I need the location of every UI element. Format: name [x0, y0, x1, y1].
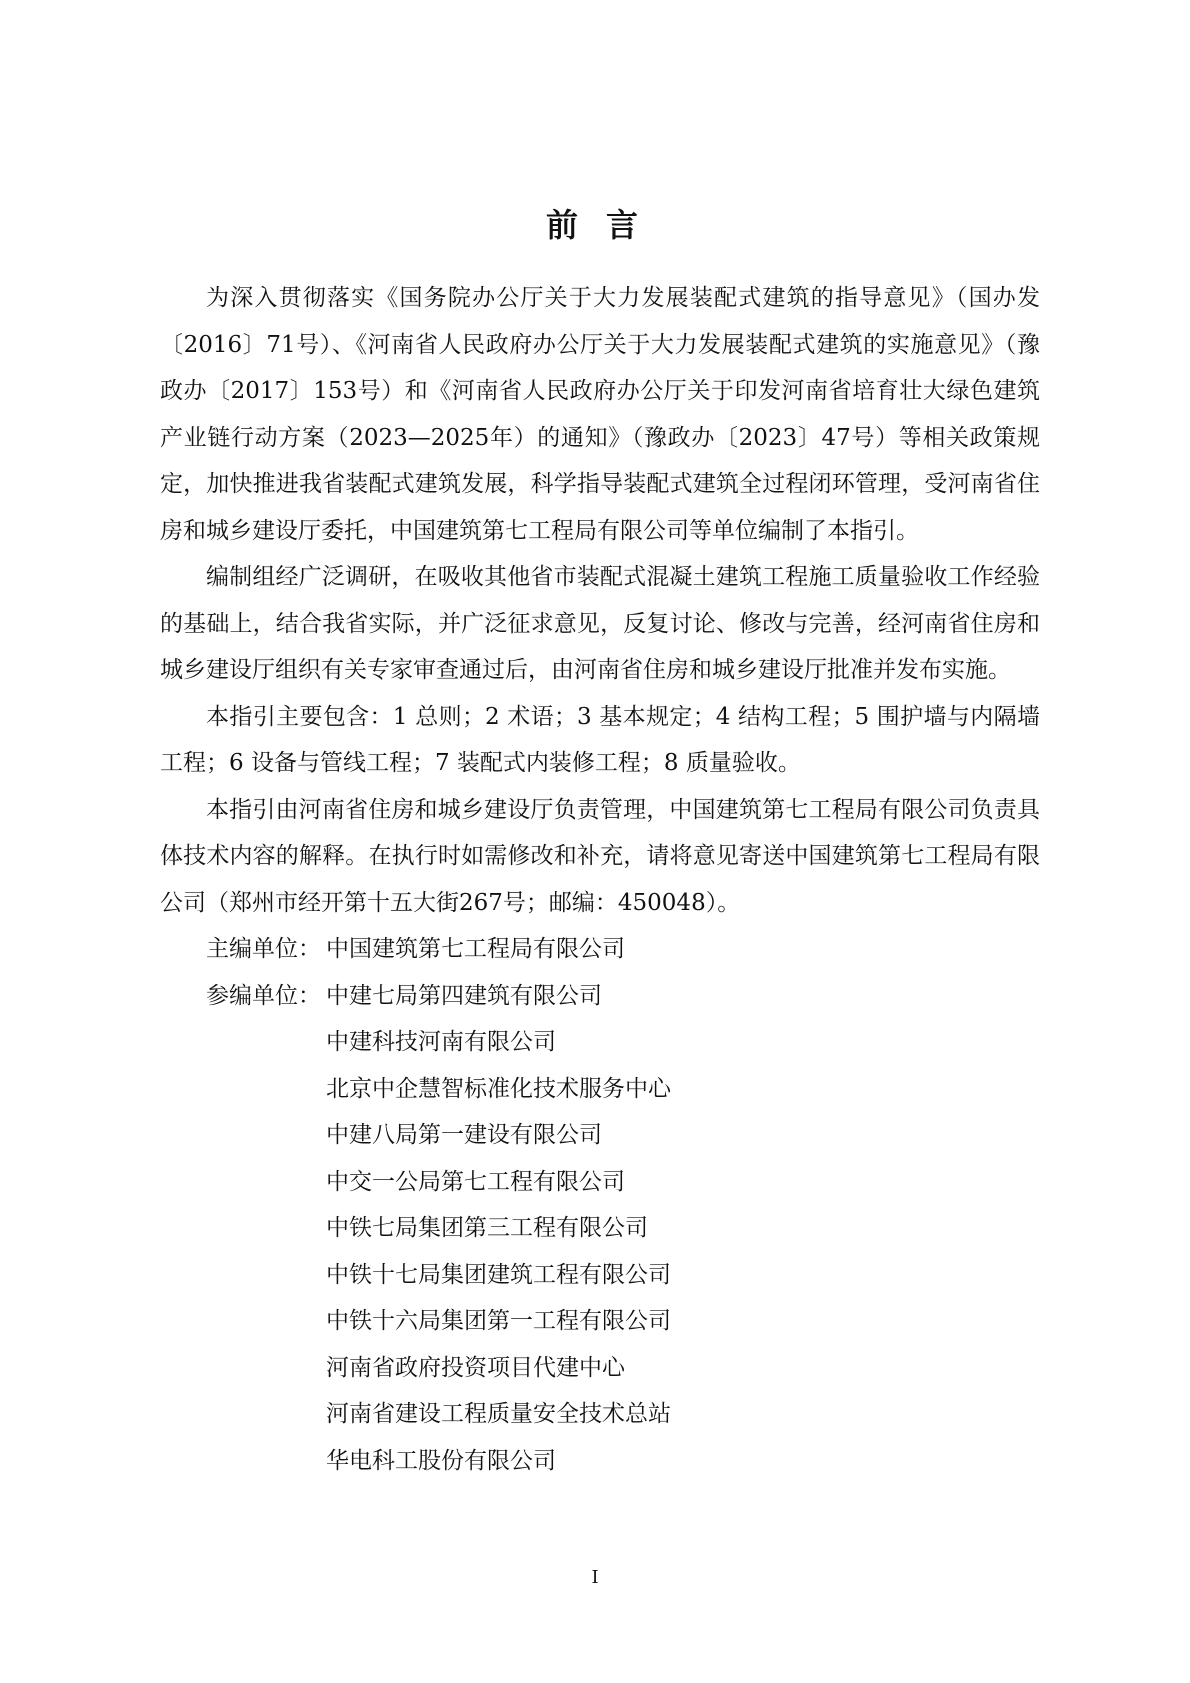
chief-editor-name: 中国建筑第七工程局有限公司: [326, 936, 625, 962]
chief-editor-line: [160, 926, 1040, 973]
participant-name: 华电科工股份有限公司: [326, 1447, 556, 1474]
participant-name: 中建七局第四建筑有限公司: [326, 982, 602, 1009]
participant-line: [160, 973, 1040, 1020]
paragraph-contents: 本指引主要包含：1 总则；2 术语；3 基本规定；4 结构工程；5 围护墙与内隔墙工程；6 设备与管线工程；7 装配式内装修工程；8 质量验收。: [160, 703, 1040, 776]
page-title: 前言: [545, 206, 666, 244]
paragraph-management-contact: 本指引由河南省住房和城乡建设厅负责管理，中国建筑第七工程局有限公司负责具体技术内容的解释。在执行时如需修改和补充，请将意见寄送中国建筑第七工程局有限公司（郑州市经开第十五大街267号；邮编：450048）。: [160, 796, 1040, 916]
participant-name: 中铁十七局集团建筑工程有限公司: [326, 1261, 671, 1288]
chief-editor-label: 主编单位：: [206, 936, 321, 962]
participant-name: 河南省政府投资项目代建中心: [326, 1354, 625, 1381]
participant-name: 中建八局第一建设有限公司: [326, 1122, 602, 1148]
preface-body: [160, 275, 1040, 1484]
participant-label: 参编单位：: [206, 982, 321, 1009]
participant-name: 河南省建设工程质量安全技术总站: [326, 1401, 671, 1427]
participant-name: 中铁十六局集团第一工程有限公司: [326, 1308, 671, 1334]
paragraph-compilation-process: 编制组经广泛调研，在吸收其他省市装配式混凝土建筑工程施工质量验收工作经验的基础上，结合我省实际，并广泛征求意见，反复讨论、修改与完善，经河南省住房和城乡建设厅组织有关专家审查通过后，由河南省住房和城乡建设厅批准并发布实施。: [160, 564, 1040, 683]
participant-name: 中交一公局第七工程有限公司: [326, 1168, 625, 1195]
participant-name: 北京中企慧智标准化技术服务中心: [326, 1075, 671, 1102]
page-number: I: [591, 1567, 599, 1588]
participant-name: 中建科技河南有限公司: [326, 1029, 556, 1055]
participant-name: 中铁七局集团第三工程有限公司: [326, 1215, 648, 1241]
paragraph-policy-basis: 为深入贯彻落实《国务院办公厅关于大力发展装配式建筑的指导意见》（国办发〔2016〕71号）、《河南省人民政府办公厅关于大力发展装配式建筑的实施意见》（豫政办〔2017〕153号）和《河南省人民政府办公厅关于印发河南省培育壮大绿色建筑产业链行动方案（2023—2025年）的通知》（豫政办〔2023〕47号）等相关政策规定，加快推进我省装配式建筑发展，科学指导装配式建筑全过程闭环管理，受河南省住房和城乡建设厅委托，中国建筑第七工程局有限公司等单位编制了本指引。: [160, 285, 1040, 544]
